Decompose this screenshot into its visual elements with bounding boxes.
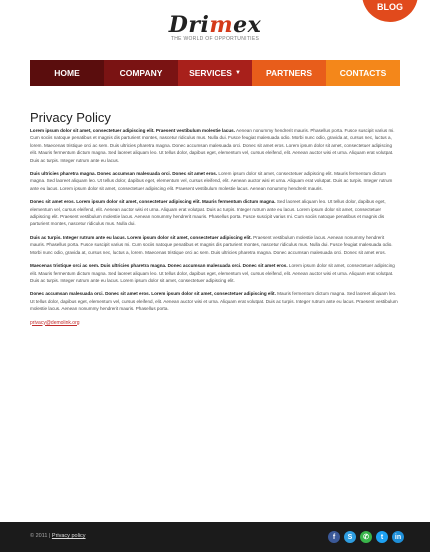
nav-company[interactable]: COMPANY (104, 60, 178, 86)
policy-paragraph: Lorem ipsum dolor sit amet, consectetuer adipiscing elit. Praesent vestibulum molestie lacus. Aenean nonummy hendrerit mauris. Phasellus porta. Fusce suscipit varius mi. Cum sociis natoque penatibus et magnis dis parturient montes, nascetur ridiculus mus. Nulla dui. Fusce feugiat malesuada odio. Morbi nunc odio, gravida at, cursus nec, luctus a, lorem. Maecenas tristique orci ac sem. Duis ultricies pharetra magna. Donec accumsan malesuada orci. Donec sit amet eros. Lorem ipsum dolor sit amet, consectetuer adipiscing elit. Mauris fermentum dictum magna. Sed laoreet aliquam leo. Ut tellus dolor, dapibus eget, elementum vel, cursus eleifend, elit. Aenean auctor wisi et urna. Aliquam erat volutpat. Duis ac turpis. Integer rutrum ante eu lacus. (30, 128, 395, 163)
policy-content (30, 127, 400, 327)
share-icon[interactable]: in (392, 531, 404, 543)
nav-services[interactable]: SERVICES ▼ (178, 60, 252, 86)
policy-paragraph: Duis ac turpis. Integer rutrum ante eu lacus. Lorem ipsum dolor sit amet, consectetuer adipiscing elit. Praesent vestibulum molestie lacus. Aenean nonummy hendrerit mauris. Phasellus porta. Fusce suscipit varius mi. Cum sociis natoque penatibus et magnis dis parturient montes, nascetur ridiculus mus. Nulla dui. Fusce feugiat malesuada odio. Morbi nunc odio, gravida at, cursus nec, luctus a, lorem. Maecenas tristique orci ac sem. Duis ultricies pharetra magna. Donec accumsan malesuada orci. Donec sit amet eros. (30, 234, 393, 255)
facebook-icon[interactable]: f (328, 531, 340, 543)
nav-home[interactable]: HOME (30, 60, 104, 86)
logo-tagline: THE WORLD OF OPPORTUNITIES (170, 36, 260, 42)
privacy-email-link[interactable]: privacy@demolink.org (30, 319, 80, 326)
nav-contacts[interactable]: CONTACTS (326, 60, 400, 86)
logo-wordmark: Drimex (168, 12, 262, 38)
chevron-down-icon: ▼ (234, 70, 241, 76)
blog-button[interactable]: BLOG (362, 0, 418, 22)
page-title: Privacy Policy (30, 110, 111, 125)
policy-paragraph: Donec sit amet eros. Lorem ipsum dolor sit amet, consectetuer adipiscing elit. Mauris fermentum dictum magna. Sed laoreet aliquam leo. Ut tellus dolor, dapibus eget, elementum vel, cursus eleifend, elit. Aenean auctor wisi et urna. Aliquam erat volutpat. Duis ac turpis. Integer rutrum ante eu lacus. Lorem ipsum dolor sit amet, consectetuer adipiscing elit. Praesent vestibulum molestie lacus. Aenean nonummy hendrerit mauris. Phasellus porta. Fusce suscipit varius mi. Cum sociis natoque penatibus et magnis dis parturient montes, nascetur ridiculus mus. Nulla dui. (30, 199, 386, 227)
footer (0, 522, 430, 552)
policy-paragraph: Duis ultricies pharetra magna. Donec accumsan malesuada orci. Donec sit amet eros. Lorem ipsum dolor sit amet, consectetuer adipiscing elit. Mauris fermentum dictum magna. Sed laoreet aliquam leo. Ut tellus dolor, dapibus eget, elementum vel, cursus eleifend, elit. Aenean auctor wisi et urna. Aliquam erat volutpat. Duis ac turpis. Integer rutrum ante eu lacus. Lorem ipsum dolor sit amet, consectetuer adipiscing elit. Praesent vestibulum molestie lacus. Aenean nonummy hendrerit mauris. (30, 171, 393, 191)
site-logo[interactable] (0, 12, 430, 42)
privacy-policy-link[interactable]: Privacy policy (51, 533, 86, 539)
nav-partners[interactable]: PARTNERS (252, 60, 326, 86)
skype-icon[interactable]: S (344, 531, 356, 543)
copyright: © 2011 | Privacy policy (30, 533, 86, 539)
main-navigation (30, 60, 400, 86)
policy-paragraph: Maecenas tristique orci ac sem. Duis ultricies pharetra magna. Donec accumsan malesuada orci. Donec sit amet eros. Lorem ipsum dolor sit amet, consectetuer adipiscing elit. Mauris fermentum dictum magna. Sed laoreet aliquam leo. Ut tellus dolor, dapibus eget, elementum vel, cursus eleifend, elit. Aenean auctor wisi et urna. Aliquam erat volutpat. Duis ac turpis. Integer rutrum ante eu lacus. Lorem ipsum dolor sit amet, consectetuer adipiscing elit. (30, 263, 395, 283)
social-links (328, 531, 404, 543)
policy-paragraph: Donec accumsan malesuada orci. Donec sit amet eros. Lorem ipsum dolor sit amet, consectetuer adipiscing elit. Mauris fermentum dictum magna. Sed laoreet aliquam leo. Ut tellus dolor, dapibus eget, elementum vel, cursus eleifend, elit. Aenean auctor wisi et urna. Aliquam erat volutpat. Duis ac turpis. Integer rutrum ante eu lacus. Praesent vestibulum molestie lacus. Aenean nonummy hendrerit mauris. Phasellus porta. (30, 291, 398, 312)
twitter-icon[interactable]: t (376, 531, 388, 543)
phone-icon[interactable]: ✆ (360, 531, 372, 543)
